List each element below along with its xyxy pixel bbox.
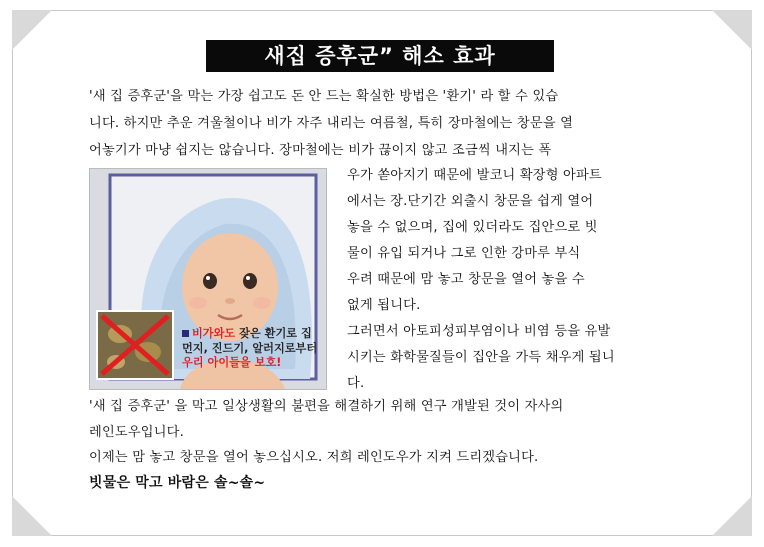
caption-line-2: 먼지, 진드기, 알러지로부터 (182, 341, 318, 355)
text-line: 우려 때문에 맘 놓고 창문을 열어 놓을 수 (347, 272, 585, 287)
text-line: 물이 유입 되거나 그로 인한 강마루 부식 (347, 246, 581, 261)
text-line: '새 집 증후군' 을 막고 일상생활의 불편을 해결하기 위해 연구 개발된 것이 자사의 (89, 399, 564, 414)
caption-line-1 (182, 327, 317, 342)
bullet-icon (182, 330, 189, 337)
caption-text: 잦은 환기로 집 (235, 327, 312, 340)
text-line: 니다. 하지만 추운 겨울철이나 비가 자주 내리는 여름철, 특히 장마철에는 창문을 열 (89, 116, 574, 131)
corner-fold-top-right (712, 10, 752, 50)
text-line: '새 집 증후군'을 막는 가장 쉽고도 돈 안 드는 확실한 방법은 '환기' 라 할 수 있습 (89, 89, 559, 104)
caption-line-3: 우리 아이들을 보호! (182, 356, 282, 369)
text-line: 우가 쏟아지기 때문에 발코니 확장형 아파트 (347, 168, 602, 183)
closing-slogan: 빗물은 막고 바람은 솔~솔~ (89, 475, 266, 491)
text-line: 에서는 장.단기간 외출시 창문을 쉽게 열어 (347, 194, 594, 209)
text-line: 시키는 화학물질들이 집안을 가득 채우게 됩니 (347, 350, 615, 365)
caption-accent: 비가와도 (192, 327, 236, 340)
text-line: 어놓기가 마냥 쉽지는 않습니다. 장마철에는 비가 끊이지 않고 조금씩 내지는 폭 (89, 143, 552, 158)
dust-mite-inset (96, 310, 174, 380)
text-line: 놓을 수 없으며, 집에 있더라도 집안으로 빗 (347, 220, 598, 235)
baby-photo (89, 168, 327, 390)
corner-fold-bottom-right (712, 496, 752, 536)
page-title: 새집 증후군” 해소 효과 (206, 40, 554, 72)
dust-mite-image (98, 312, 172, 378)
photo-caption (182, 327, 317, 371)
text-line: 그러면서 아토피성피부염이나 비염 등을 유발 (347, 324, 611, 339)
corner-fold-bottom-left (12, 496, 52, 536)
text-line: 레인도우입니다. (89, 425, 184, 440)
text-line: 이제는 맘 놓고 창문을 열어 놓으십시오. 저희 레인도우가 지켜 드리겠습니다. (89, 450, 539, 465)
corner-fold-top-left (12, 10, 52, 50)
text-line: 다. (347, 376, 365, 391)
text-line: 없게 됩니다. (347, 298, 421, 313)
